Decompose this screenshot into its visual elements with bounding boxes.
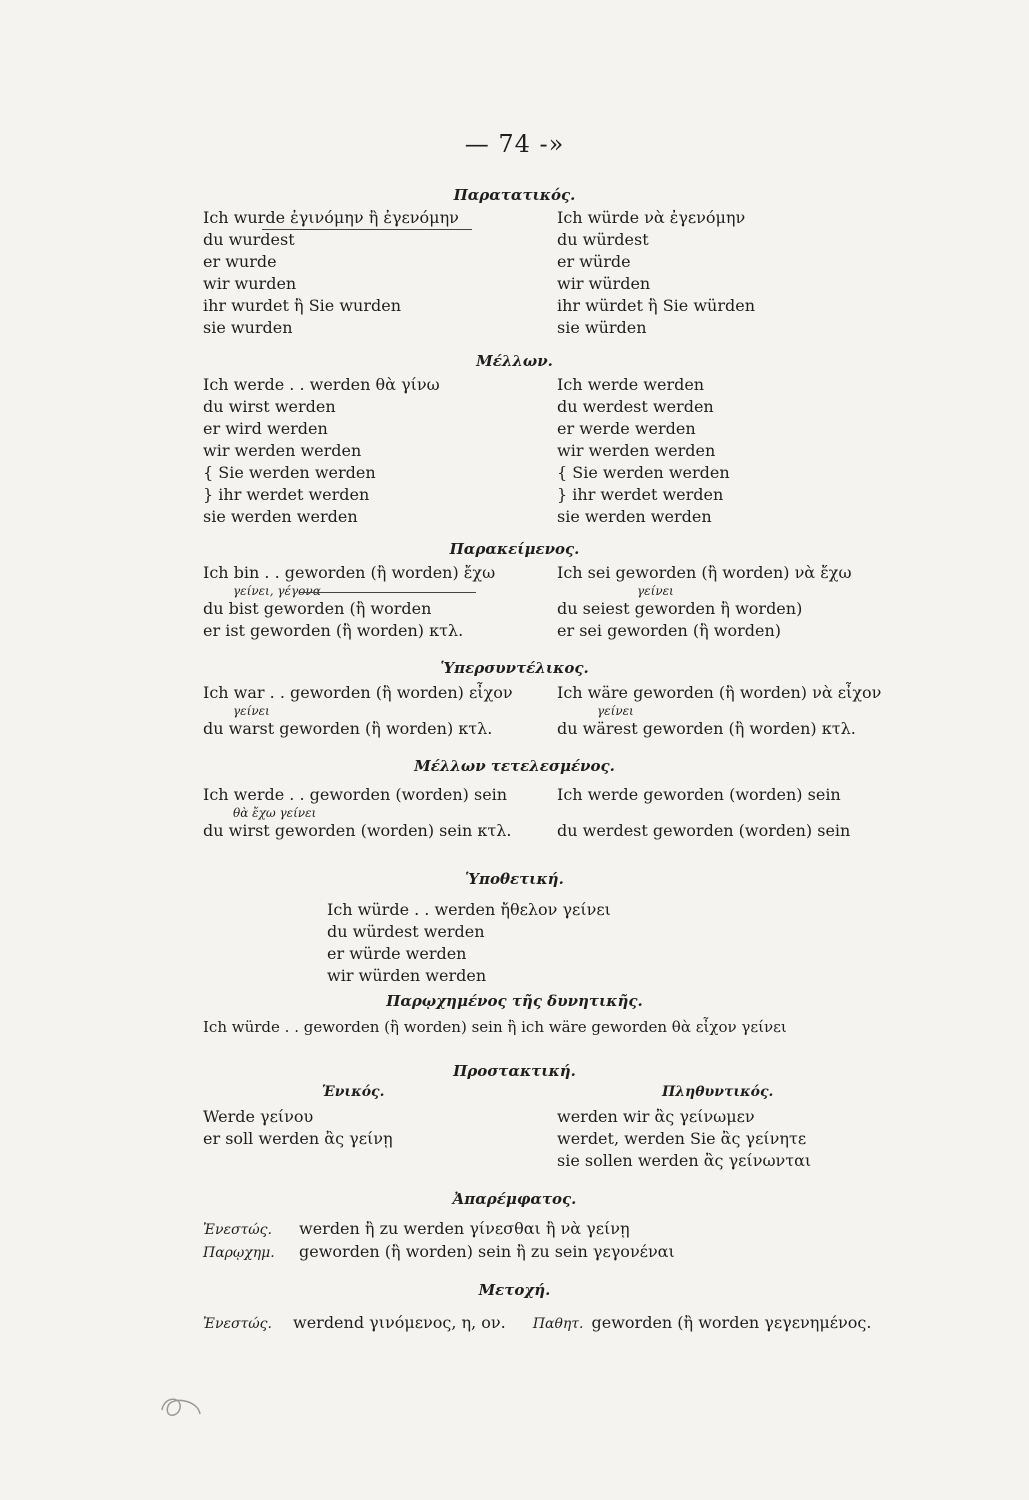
heading-metochi: Μετοχή. xyxy=(478,1281,551,1299)
row-label: Παρῳχημ. xyxy=(203,1245,275,1261)
metochi-enestos-text: werdend γινόμενος, η, ον. xyxy=(293,1313,506,1332)
conj-line: Ich sei geworden (ἢ worden) νὰ ἔχω xyxy=(557,563,852,582)
conj-line: { Sie werden werden xyxy=(557,463,730,482)
heading-aparemfatos: Ἀπαρέμφατος. xyxy=(452,1190,577,1208)
conj-line: du seiest geworden ἢ worden) xyxy=(557,599,803,618)
heading-mellon-tetelesmenos: Μέλλων τετελεσμένος. xyxy=(414,757,615,775)
heading-parakeimenos: Παρακείμενος. xyxy=(449,540,580,558)
hypersyntelikos-left-column xyxy=(203,682,513,740)
aparemfatos-row xyxy=(203,1218,675,1241)
conj-line: Ich werde geworden (worden) sein xyxy=(557,785,841,804)
conj-line: er sei geworden (ἢ worden) xyxy=(557,621,782,640)
row-text: werden ἢ zu werden γίνεσθαι ἢ νὰ γείνῃ xyxy=(299,1219,630,1238)
label-plithyntikos: Πληθυντικός. xyxy=(662,1084,774,1100)
conj-line: } ihr werdet werden xyxy=(203,485,370,504)
conj-line: du werdest werden xyxy=(557,397,714,416)
conj-line: er wird werden xyxy=(203,419,328,438)
conj-line: } ihr werdet werden xyxy=(557,485,724,504)
heading-mellon: Μέλλων. xyxy=(476,352,553,370)
label-pathit: Παθητ. xyxy=(532,1316,584,1332)
conj-line: sie würden xyxy=(557,318,647,337)
conj-line: Ich war . . geworden (ἢ worden) εἶχον xyxy=(203,683,513,702)
conj-line: Ich würde . . werden ἤθελον γείνει xyxy=(327,900,611,919)
parakeimenos-left-column xyxy=(203,562,495,642)
conj-line: er wurde xyxy=(203,252,277,271)
hypothetiki-block xyxy=(327,899,611,987)
conj-line: wir werden werden xyxy=(557,441,716,460)
conj-line: du würdest werden xyxy=(327,922,485,941)
conj-line: sie wurden xyxy=(203,318,293,337)
conj-line: du würdest xyxy=(557,230,649,249)
heading-paratatikos: Παρατατικός. xyxy=(453,186,576,204)
conj-line: du wärest geworden (ἢ worden) κτλ. xyxy=(557,719,856,738)
conj-line: er soll werden ἂς γείνῃ xyxy=(203,1129,393,1148)
conj-line: Ich werde . . werden θὰ γίνω xyxy=(203,375,440,394)
conj-line: Ich werde . . geworden (worden) sein xyxy=(203,785,508,804)
greek-gloss: γείνει xyxy=(597,704,634,718)
heading-hypersyntelikos: Ὑπερσυντέλικος. xyxy=(440,659,589,677)
metochi-line xyxy=(203,1312,871,1335)
conj-line: Ich werde werden xyxy=(557,375,705,394)
mellon-tet-left-column xyxy=(203,784,511,842)
conj-line: wir würden xyxy=(557,274,651,293)
page-number: — 74 -» xyxy=(464,130,565,158)
mellon-left-column xyxy=(203,374,440,528)
parakeimenos-right-column xyxy=(557,562,852,642)
conj-line: sie werden werden xyxy=(557,507,712,526)
conj-line: du bist geworden (ἢ worden xyxy=(203,599,432,618)
greek-gloss: γείνει xyxy=(637,584,674,598)
label-enestos: Ἐνεστώς. xyxy=(203,1316,272,1332)
conj-line: er würde werden xyxy=(327,944,467,963)
conj-line: sie sollen werden ἂς γείνωνται xyxy=(557,1151,812,1170)
prostaktiki-singular xyxy=(203,1106,393,1150)
conj-line: er würde xyxy=(557,252,631,271)
conj-line: du werdest geworden (worden) sein xyxy=(557,821,851,840)
heading-hypothetiki: Ὑποθετική. xyxy=(465,870,564,888)
conj-line: Ich wurde ἐγινόμην ἢ ἐγενόμην xyxy=(203,208,459,227)
greek-gloss: θὰ ἔχω γείνει xyxy=(233,806,317,820)
conj-line: du wurdest xyxy=(203,230,295,249)
parochimenos-line: Ich würde . . geworden (ἢ worden) sein ἢ ich wäre geworden θὰ εἶχον γείνει xyxy=(203,1018,787,1036)
hypersyntelikos-right-column xyxy=(557,682,881,740)
row-text: geworden (ἢ worden) sein ἢ zu sein γεγονέναι xyxy=(299,1242,675,1261)
aparemfatos-row xyxy=(203,1241,675,1264)
conj-line: Ich wäre geworden (ἢ worden) νὰ εἶχον xyxy=(557,683,882,702)
conj-line: wir würden werden xyxy=(327,966,487,985)
conj-line: er ist geworden (ἢ worden) κτλ. xyxy=(203,621,464,640)
conj-line: wir wurden xyxy=(203,274,297,293)
conj-line: er werde werden xyxy=(557,419,696,438)
underline-mark xyxy=(262,229,472,230)
metochi-path-text: geworden (ἢ worden γεγενημένος. xyxy=(591,1313,872,1332)
mellon-tet-right-column xyxy=(557,784,850,842)
underline-mark xyxy=(300,592,476,593)
greek-gloss: γείνει, γέγονα xyxy=(233,584,321,598)
conj-line: ihr würdet ἢ Sie würden xyxy=(557,296,755,315)
conj-line: ihr wurdet ἢ Sie wurden xyxy=(203,296,401,315)
conj-line: werdet, werden Sie ἂς γείνητε xyxy=(557,1129,807,1148)
pencil-mark-icon xyxy=(158,1392,204,1422)
row-label: Ἐνεστώς. xyxy=(203,1222,272,1238)
prostaktiki-plural xyxy=(557,1106,811,1172)
label-enikos: Ἑνικός. xyxy=(322,1084,385,1100)
heading-prostaktiki: Προστακτική. xyxy=(453,1062,576,1080)
paratatikos-right-column xyxy=(557,207,755,339)
paratatikos-left-column xyxy=(203,207,459,339)
metochi-row xyxy=(203,1312,871,1335)
conj-line: werden wir ἂς γείνωμεν xyxy=(557,1107,755,1126)
conj-line: { Sie werden werden xyxy=(203,463,376,482)
conj-line: wir werden werden xyxy=(203,441,362,460)
mellon-right-column xyxy=(557,374,730,528)
heading-parochimenos: Παρῳχημένος τῆς δυνητικῆς. xyxy=(386,992,643,1010)
conj-line: du warst geworden (ἢ worden) κτλ. xyxy=(203,719,493,738)
conj-line: Werde γείνου xyxy=(203,1107,314,1126)
conj-line: Ich bin . . geworden (ἢ worden) ἔχω xyxy=(203,563,496,582)
conj-line: Ich würde νὰ ἐγενόμην xyxy=(557,208,746,227)
conj-line: du wirst werden xyxy=(203,397,336,416)
greek-gloss: γείνει xyxy=(233,704,270,718)
conj-line: sie werden werden xyxy=(203,507,358,526)
conj-line: du wirst geworden (worden) sein κτλ. xyxy=(203,821,512,840)
aparemfatos-block xyxy=(203,1218,675,1264)
